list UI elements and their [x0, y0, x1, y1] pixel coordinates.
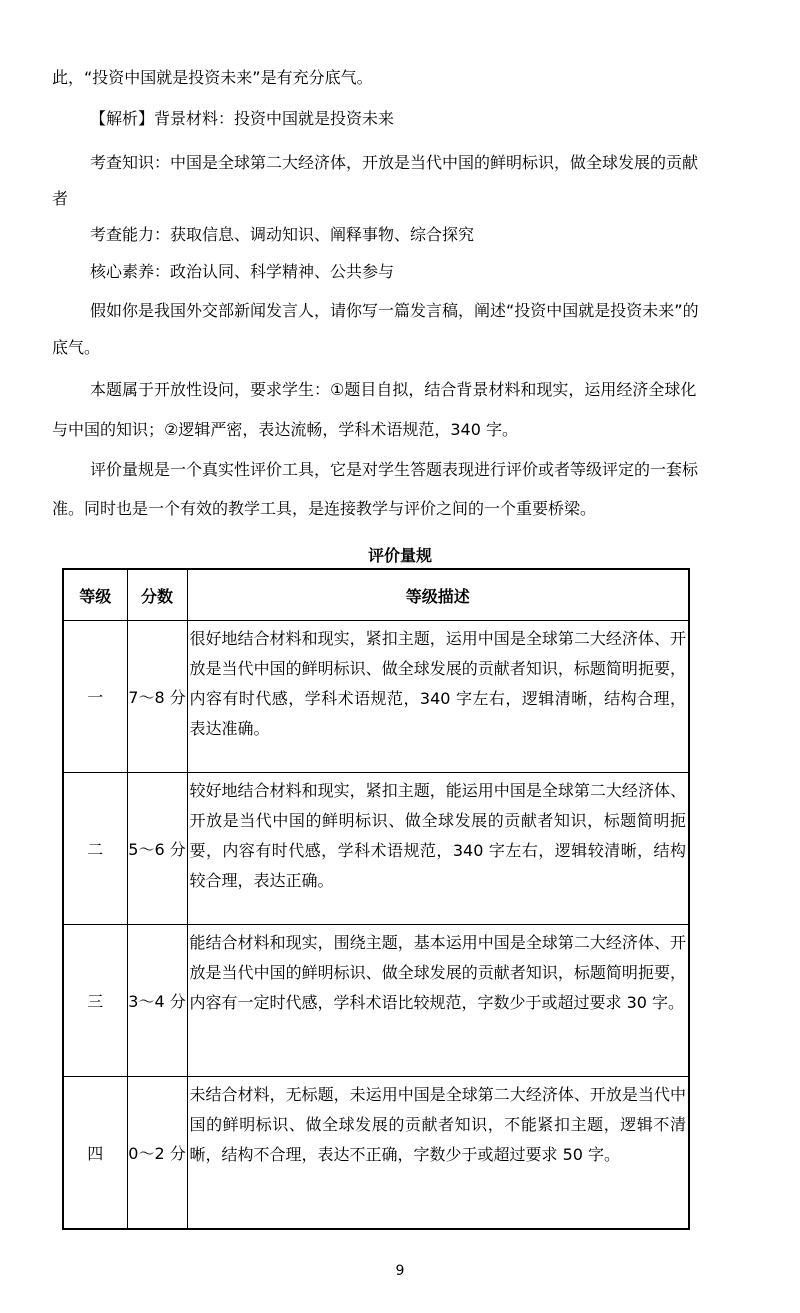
table-row	[63, 1077, 689, 1230]
level-cell: 二	[63, 773, 127, 925]
score-cell: 5～6 分	[127, 773, 187, 925]
score-cell: 3～4 分	[127, 925, 187, 1077]
paragraph-conclusion-line: 此，“投资中国就是投资未来”是有充分底气。	[52, 68, 373, 87]
level-cell: 三	[63, 925, 127, 1077]
description-cell: 较好地结合材料和现实，紧扣主题，能运用中国是全球第二大经济体、开放是当代中国的鲜明标识、做全球发展的贡献者知识，标题简明扼要，内容有时代感，学科术语规范，340 字左右，逻辑较清晰，结构较合理，表达正确。	[187, 773, 689, 925]
rubric-intro-line-1: 评价量规是一个真实性评价工具，它是对学生答题表现进行评价或者等级评定的一套标	[90, 460, 699, 479]
rubric-table-title: 评价量规	[367, 546, 432, 565]
question-prompt-line-2: 底气。	[52, 338, 101, 357]
analysis-background-line: 【解析】背景材料：投资中国就是投资未来	[90, 109, 395, 128]
score-cell: 0～2 分	[127, 1077, 187, 1230]
score-cell: 7～8 分	[127, 621, 187, 773]
page-number: 9	[395, 1263, 405, 1279]
header-level: 等级	[63, 569, 127, 621]
knowledge-line-1: 考查知识：中国是全球第二大经济体，开放是当代中国的鲜明标识，做全球发展的贡献	[90, 153, 699, 172]
question-prompt-line-1: 假如你是我国外交部新闻发言人，请你写一篇发言稿，阐述“投资中国就是投资未来”的	[90, 301, 699, 320]
rubric-header-row	[63, 569, 689, 621]
requirements-line-2: 与中国的知识；②逻辑严密，表达流畅，学科术语规范，340 字。	[52, 420, 518, 439]
rubric-intro-line-2: 准。同时也是一个有效的教学工具，是连接教学与评价之间的一个重要桥梁。	[52, 499, 597, 518]
header-score: 分数	[127, 569, 187, 621]
ability-line: 考查能力：获取信息、调动知识、阐释事物、综合探究	[90, 225, 475, 244]
description-cell: 能结合材料和现实，围绕主题，基本运用中国是全球第二大经济体、开放是当代中国的鲜明标识、做全球发展的贡献者知识，标题简明扼要，内容有一定时代感，学科术语比较规范，字数少于或超过要求 30 字。	[187, 925, 689, 1077]
header-description: 等级描述	[187, 569, 689, 621]
level-cell: 一	[63, 621, 127, 773]
requirements-line-1: 本题属于开放性设问，要求学生：①题目自拟，结合背景材料和现实，运用经济全球化	[90, 380, 697, 399]
table-row	[63, 925, 689, 1077]
table-row	[63, 773, 689, 925]
knowledge-line-2: 者	[52, 189, 69, 208]
core-literacy-line: 核心素养：政治认同、科学精神、公共参与	[90, 262, 395, 281]
description-cell: 未结合材料，无标题，未运用中国是全球第二大经济体、开放是当代中国的鲜明标识、做全球发展的贡献者知识，不能紧扣主题，逻辑不清晰，结构不合理，表达不正确，字数少于或超过要求 50 字。	[187, 1077, 689, 1230]
rubric-table	[62, 568, 690, 1230]
level-cell: 四	[63, 1077, 127, 1230]
description-cell: 很好地结合材料和现实，紧扣主题，运用中国是全球第二大经济体、开放是当代中国的鲜明标识、做全球发展的贡献者知识，标题简明扼要，内容有时代感，学科术语规范，340 字左右，逻辑清晰，结构合理，表达准确。	[187, 621, 689, 773]
table-row	[63, 621, 689, 773]
